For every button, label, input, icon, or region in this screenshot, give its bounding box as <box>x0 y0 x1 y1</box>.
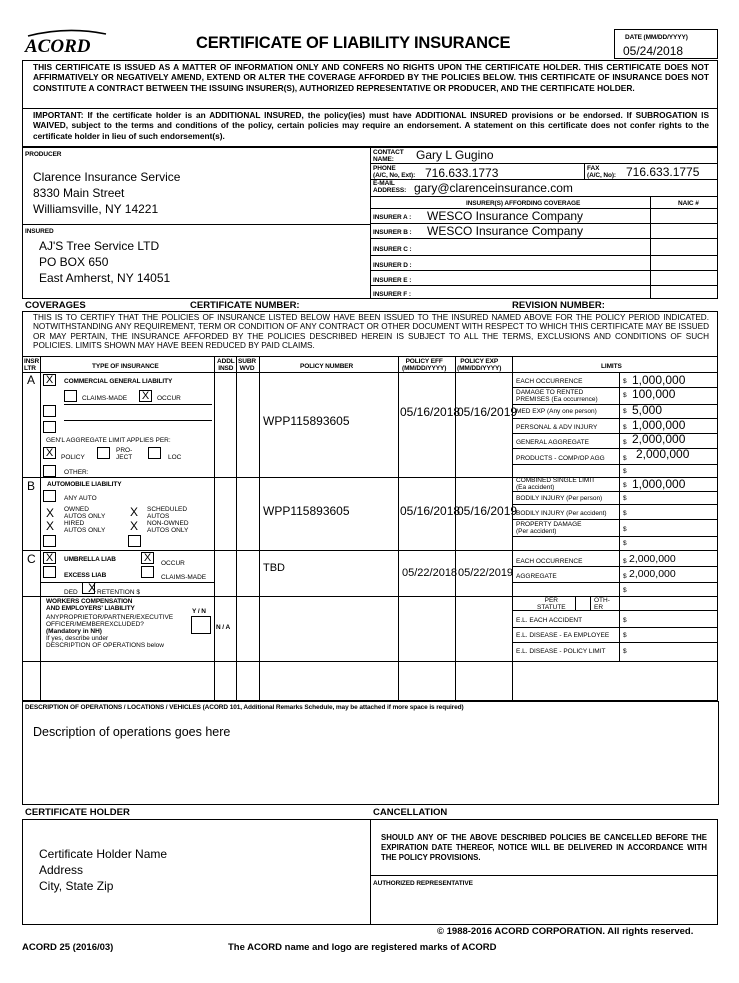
auto-scheduled-label: SCHEDULED AUTOS <box>147 506 188 520</box>
certificate-number-label: CERTIFICATE NUMBER: <box>190 300 300 311</box>
description-text[interactable]: Description of operations goes here <box>33 725 231 739</box>
umb-claims-checkbox[interactable] <box>141 566 154 578</box>
wc-dollar-3: $ <box>623 648 627 655</box>
wc-limit-label-2: E.L. DISEASE - EA EMPLOYEE <box>516 632 610 639</box>
gl-limit-value-2[interactable]: 100,000 <box>632 387 676 401</box>
auto-insr-ltr[interactable]: B <box>27 479 36 493</box>
gl-limit-value-1[interactable]: 1,000,000 <box>632 373 686 387</box>
auto-nonowned-x[interactable]: X <box>130 519 139 533</box>
gl-eff-date[interactable]: 05/16/2018 <box>400 405 461 419</box>
wc-other-label: OTH- ER <box>594 597 610 611</box>
gl-dollar-3: $ <box>623 408 627 415</box>
gl-claims-made-checkbox[interactable] <box>64 390 77 402</box>
gl-title: COMMERCIAL GENERAL LIABILITY <box>64 378 173 385</box>
gl-limit-value-6[interactable]: 2,000,000 <box>636 447 690 461</box>
holder-city[interactable]: City, State Zip <box>39 879 114 893</box>
auto-dollar-2: $ <box>623 495 627 502</box>
auto-limit-label-1: COMBINED SINGLE LIMIT (Ea accident) <box>516 477 596 491</box>
umb-exp-date[interactable]: 05/22/2019 <box>458 567 514 579</box>
umb-retention-label: RETENTION $ <box>97 589 140 596</box>
gl-policy-label: POLICY <box>61 454 85 461</box>
wc-title: WORKERS COMPENSATION AND EMPLOYERS' LIABILITY <box>46 598 135 612</box>
umb-dollar-2: $ <box>623 573 627 580</box>
gl-occur-label: OCCUR <box>157 395 181 402</box>
umb-occur-label: OCCUR <box>161 560 185 567</box>
auto-policy-number[interactable]: WPP115893605 <box>263 504 350 518</box>
gl-limit-label-6: PRODUCTS - COMP/OP AGG <box>516 455 605 462</box>
wc-question: ANYPROPRIETOR/PARTNER/EXECUTIVE OFFICER/MEMBEREXCLUDED? (Mandatory in NH) If yes, describe under DESCRIPTION OF OPERATIONS below <box>46 614 174 649</box>
auto-dollar-3: $ <box>623 510 627 517</box>
fax-value[interactable]: 716.633.1775 <box>626 165 700 179</box>
insurer-d-label: INSURER D : <box>373 262 412 269</box>
wc-yn-label: Y / N <box>192 608 206 615</box>
wc-limit-label-1: E.L. EACH ACCIDENT <box>516 617 583 624</box>
auto-dollar-5: $ <box>623 540 627 547</box>
holder-address[interactable]: Address <box>39 863 84 877</box>
holder-name[interactable]: Certificate Holder Name <box>39 847 168 861</box>
gl-dollar-6: $ <box>623 455 627 462</box>
auto-blank-checkbox-2[interactable] <box>128 535 141 547</box>
wc-dollar-1: $ <box>623 617 627 624</box>
auto-eff-date[interactable]: 05/16/2018 <box>400 504 461 518</box>
date-label: DATE (MM/DD/YYYY) <box>625 34 688 41</box>
gl-dollar-4: $ <box>623 424 627 431</box>
auto-owned-label: OWNED AUTOS ONLY <box>64 506 106 520</box>
auto-hired-label: HIRED AUTOS ONLY <box>64 520 106 534</box>
cancellation-text: SHOULD ANY OF THE ABOVE DESCRIBED POLICIES BE CANCELLED BEFORE THE EXPIRATION DATE THEREOF, NOTICE WILL BE DELIVERED IN ACCORDANCE WITH THE POLICY PROVISIONS. <box>381 833 707 862</box>
wc-yn-checkbox[interactable] <box>191 616 211 634</box>
gl-insr-ltr[interactable]: A <box>27 373 36 387</box>
gl-blank-checkbox-1[interactable] <box>43 405 56 417</box>
gl-limit-label-1: EACH OCCURRENCE <box>516 378 583 385</box>
gl-claims-made-label: CLAIMS-MADE <box>82 395 128 402</box>
date-box <box>614 29 718 59</box>
producer-city[interactable]: Williamsville, NY 14221 <box>33 202 159 216</box>
fax-label: FAX (A/C, No): <box>587 165 616 179</box>
auto-owned-x[interactable]: X <box>46 506 55 520</box>
auto-blank-checkbox-1[interactable] <box>43 535 56 547</box>
auto-limit-value-1[interactable]: 1,000,000 <box>632 477 686 491</box>
registered-marks: The ACORD name and logo are registered marks of ACORD <box>228 942 497 953</box>
gl-dollar-2: $ <box>623 392 627 399</box>
gl-limit-label-2: DAMAGE TO RENTED PREMISES (Ea occurrence) <box>516 389 598 403</box>
gl-limit-label-3: MED EXP (Any one person) <box>516 408 597 415</box>
th-type: TYPE OF INSURANCE <box>92 363 159 370</box>
umb-dollar-3: $ <box>623 587 627 594</box>
insurers-header: INSURER(S) AFFORDING COVERAGE <box>466 200 581 207</box>
coverages-text: THIS IS TO CERTIFY THAT THE POLICIES OF INSURANCE LISTED BELOW HAVE BEEN ISSUED TO THE INSURED NAMED ABOVE FOR THE POLICY PERIOD INDICATED. NOTWITHSTANDING ANY REQUIREMENT, TERM OR CONDITION OF ANY CONTRACT OR OTHER DOCUMENT WITH RESPECT TO WHICH THIS CERTIFICATE MAY BE ISSUED OR MAY PERTAIN, THE INSURANCE AFFORDED BY THE POLICIES DESCRIBED HEREIN IS SUBJECT TO ALL THE TERMS, EXCLUSIONS AND CONDITIONS OF SUCH POLICIES. LIMITS SHOWN MAY HAVE BEEN REDUCED BY PAID CLAIMS. <box>33 313 709 351</box>
auto-exp-date[interactable]: 05/16/2019 <box>457 504 518 518</box>
description-label: DESCRIPTION OF OPERATIONS / LOCATIONS / VEHICLES (ACORD 101, Additional Remarks Schedule, may be attached if more space is required) <box>25 704 464 711</box>
holder-label: CERTIFICATE HOLDER <box>25 807 130 818</box>
date-value[interactable]: 05/24/2018 <box>623 44 684 58</box>
umb-retention-x[interactable]: X <box>88 581 97 595</box>
umb-umbrella-label: UMBRELLA LIAB <box>64 556 116 563</box>
form-title: CERTIFICATE OF LIABILITY INSURANCE <box>196 34 511 52</box>
gl-limit-label-5: GENERAL AGGREGATE <box>516 439 589 446</box>
th-exp: POLICY EXP (MM/DD/YYYY) <box>457 358 502 372</box>
gl-other-checkbox[interactable] <box>43 465 56 477</box>
acord-logo <box>22 28 112 56</box>
gl-dollar-1: $ <box>623 378 627 385</box>
umb-policy-number[interactable]: TBD <box>263 562 285 574</box>
th-addl: ADDL INSD <box>217 358 235 372</box>
auto-title: AUTOMOBILE LIABILITY <box>47 481 122 488</box>
authorized-rep-label: AUTHORIZED REPRESENTATIVE <box>373 880 473 887</box>
insurer-c-label: INSURER C : <box>373 246 412 253</box>
gl-limit-value-5[interactable]: 2,000,000 <box>632 432 686 446</box>
wc-limit-label-3: E.L. DISEASE - POLICY LIMIT <box>516 648 606 655</box>
umb-umbrella-checkbox[interactable]: X <box>43 552 56 564</box>
gl-occur-checkbox[interactable]: X <box>139 390 152 402</box>
insurer-a[interactable]: WESCO Insurance Company <box>427 209 584 223</box>
th-eff: POLICY EFF (MM/DD/YYYY) <box>402 358 447 372</box>
insurer-e-label: INSURER E : <box>373 277 412 284</box>
phone-label: PHONE (A/C, No, Ext): <box>373 165 416 179</box>
copyright: © 1988-2016 ACORD CORPORATION. All rights reserved. <box>437 926 694 937</box>
auto-limit-label-4: PROPERTY DAMAGE (Per accident) <box>516 521 582 535</box>
insurer-f-label: INSURER F : <box>373 291 411 298</box>
producer-label: PRODUCER <box>25 151 62 158</box>
insurer-b-label: INSURER B : <box>373 229 412 236</box>
umb-ded-label: DED <box>64 589 78 596</box>
auto-nonowned-label: NON-OWNED AUTOS ONLY <box>147 520 189 534</box>
auto-any-checkbox[interactable] <box>43 490 56 502</box>
umb-claims-label: CLAIMS-MADE <box>161 574 207 581</box>
auto-dollar-4: $ <box>623 526 627 533</box>
auto-hired-x[interactable]: X <box>46 519 55 533</box>
notice-disclaimer: THIS CERTIFICATE IS ISSUED AS A MATTER OF INFORMATION ONLY AND CONFERS NO RIGHTS UPON THE CERTIFICATE HOLDER. THIS CERTIFICATE DOES NOT AFFIRMATIVELY OR NEGATIVELY AMEND, EXTEND OR ALTER THE COVERAGE AFFORDED BY THE POLICIES BELOW. THIS CERTIFICATE OF INSURANCE DOES NOT CONSTITUTE A CONTRACT BETWEEN THE ISSUING INSURER(S), AUTHORIZED REPRESENTATIVE OR PRODUCER, AND THE CERTIFICATE HOLDER. <box>33 62 709 93</box>
naic-header: NAIC # <box>678 200 699 207</box>
revision-number-label: REVISION NUMBER: <box>512 300 605 311</box>
contact-name[interactable]: Gary L Gugino <box>416 148 494 162</box>
gl-other-label: OTHER: <box>64 469 89 476</box>
auto-scheduled-x[interactable]: X <box>130 505 139 519</box>
th-limits: LIMITS <box>601 363 622 370</box>
coverages-label: COVERAGES <box>25 300 86 311</box>
gl-dollar-7: $ <box>623 468 627 475</box>
wc-dollar-2: $ <box>623 632 627 639</box>
producer-street[interactable]: 8330 Main Street <box>33 186 125 200</box>
insured-name[interactable]: AJ'S Tree Service LTD <box>39 239 160 253</box>
gl-exp-date[interactable]: 05/16/2019 <box>457 405 518 419</box>
gl-checkbox[interactable]: X <box>43 374 56 386</box>
umb-limit-label-1: EACH OCCURRENCE <box>516 558 583 565</box>
umb-dollar-1: $ <box>623 558 627 565</box>
gl-limit-label-4: PERSONAL & ADV INJURY <box>516 424 598 431</box>
email-value[interactable]: gary@clarenceinsurance.com <box>414 181 573 195</box>
auto-any-label: ANY AUTO <box>64 495 97 502</box>
gl-limit-value-4[interactable]: 1,000,000 <box>632 418 686 432</box>
svg-text:ACORD: ACORD <box>25 36 91 56</box>
gl-project-checkbox[interactable] <box>97 447 110 459</box>
insurer-b[interactable]: WESCO Insurance Company <box>427 224 584 238</box>
gl-policy-checkbox[interactable]: X <box>43 447 56 459</box>
insurer-a-label: INSURER A : <box>373 214 412 221</box>
notice-important: IMPORTANT: If the certificate holder is an ADDITIONAL INSURED, the policy(ies) must have ADDITIONAL INSURED provisions or be endorsed. If SUBROGATION IS WAIVED, subject to the terms and conditions of the policy, certain policies may require an endorsement. A statement on this certificate does not confer rights to the certificate holder in lieu of such endorsement(s). <box>33 110 709 141</box>
insured-label: INSURED <box>25 228 54 235</box>
wc-na-label: N / A <box>216 624 231 631</box>
gl-blank-checkbox-2[interactable] <box>43 421 56 433</box>
gl-dollar-5: $ <box>623 439 627 446</box>
insured-street[interactable]: PO BOX 650 <box>39 255 109 269</box>
gl-limit-value-3[interactable]: 5,000 <box>632 403 663 417</box>
gl-aggregate-label: GEN'L AGGREGATE LIMIT APPLIES PER: <box>46 437 171 444</box>
umb-excess-checkbox[interactable] <box>43 566 56 578</box>
th-policy: POLICY NUMBER <box>300 363 354 370</box>
gl-loc-checkbox[interactable] <box>148 447 161 459</box>
th-insr-ltr: INSR LTR <box>24 358 40 372</box>
umb-excess-label: EXCESS LIAB <box>64 572 107 579</box>
gl-policy-number[interactable]: WPP115893605 <box>263 414 350 428</box>
umb-insr-ltr[interactable]: C <box>27 552 36 566</box>
umb-limit-value-2[interactable]: 2,000,000 <box>629 568 676 580</box>
contact-name-label: CONTACT NAME: <box>373 149 404 163</box>
umb-eff-date[interactable]: 05/22/2018 <box>402 567 458 579</box>
auto-limit-label-2: BODILY INJURY (Per person) <box>516 495 603 502</box>
gl-loc-label: LOC <box>168 454 182 461</box>
gl-project-label: PRO- JECT <box>116 447 133 461</box>
auto-dollar-1: $ <box>623 482 627 489</box>
form-number: ACORD 25 (2016/03) <box>22 942 114 953</box>
auto-limit-label-3: BODILY INJURY (Per accident) <box>516 510 607 517</box>
insured-city[interactable]: East Amherst, NY 14051 <box>39 271 171 285</box>
umb-limit-label-2: AGGREGATE <box>516 573 557 580</box>
phone-value[interactable]: 716.633.1773 <box>425 166 499 180</box>
umb-occur-checkbox[interactable]: X <box>141 552 154 564</box>
email-label: E-MAIL ADDRESS: <box>373 180 407 194</box>
wc-per-statute-label: PER STATUTE <box>537 597 566 611</box>
umb-limit-value-1[interactable]: 2,000,000 <box>629 553 676 565</box>
cancellation-label: CANCELLATION <box>373 807 448 818</box>
th-subr: SUBR WVD <box>238 358 257 372</box>
producer-name[interactable]: Clarence Insurance Service <box>33 170 181 184</box>
